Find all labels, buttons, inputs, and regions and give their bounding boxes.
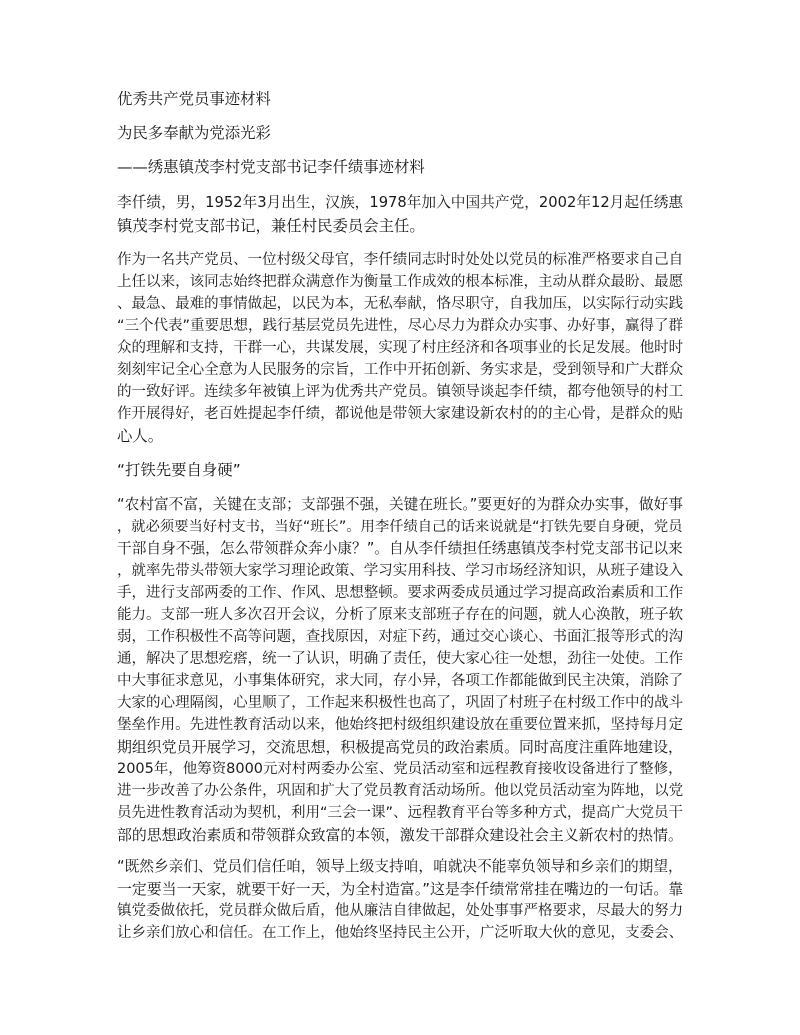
paragraph-line: “农村富不富，关键在支部；支部强不强，关键在班长。”要更好的为群众办实事，做好事 — [117, 496, 683, 513]
paragraph-line: 部的思想政治素质和带领群众致富的本领，激发干部群众建设社会主义新农村的热情。 — [117, 826, 683, 844]
paragraph-line: 干部自身不强，怎么带领群众奔小康？”。自从李仟绩担任绣惠镇茂李村党支部书记以来 — [117, 540, 683, 557]
paragraph-line: 中大事征求意见，小事集体研究，求大同，存小异，各项工作都能做到民主决策，消除了 — [117, 673, 684, 689]
paragraph-line: 心人。 — [117, 427, 164, 445]
document-title: 优秀共产党员事迹材料 — [117, 90, 271, 108]
paragraph-line: 作为一名共产党员、一位村级父母官，李仟绩同志时时处处以党员的标准严格要求自己自 — [117, 252, 684, 268]
paragraph-line: 刻刻牢记全心全意为人民服务的宗旨，工作中开拓创新、务实求是，受到领导和广大群众 — [117, 362, 684, 378]
paragraph-line: 进一步改善了办公条件，巩固和扩大了党员教育活动场所。他以党员活动室为阵地，以党 — [117, 783, 684, 799]
paragraph-line: 2005年，他筹资8000元对村两委办公室、党员活动室和远程教育接收设备进行了整修， — [117, 761, 683, 777]
paragraph-line: 大家的心理隔阂，心里顺了，工作起来积极性也高了，巩固了村班子在村级工作中的战斗 — [117, 695, 684, 711]
paragraph-line: 通，解决了思想疙瘩，统一了认识，明确了责任，使大家心往一处想，劲往一处使。工作 — [117, 651, 684, 667]
paragraph-line: ，就率先带头带领大家学习理论政策、学习实用科技、学习市场经济知识，从班子建设入 — [117, 563, 684, 579]
paragraph-line: 弱，工作积极性不高等问题，查找原因，对症下药，通过交心谈心、书面汇报等形式的沟 — [117, 629, 684, 645]
paragraph-line: 一定要当一天家，就要干好一天，为全村造富。”这是李仟绩常常挂在嘴边的一句话。靠 — [117, 880, 684, 898]
paragraph-line: 上任以来，该同志始终把群众满意作为衡量工作成效的根本标准，主动从群众最盼、最愿 — [117, 274, 684, 290]
paragraph-line: ，就必须要当好村支书，当好“班长”。用李仟绩自己的话来说就是“打铁先要自身硬，党员 — [117, 519, 683, 535]
paragraph-line: 众的理解和支持，干群一心，共谋发展，实现了村庄经济和各项事业的长足发展。他时时 — [117, 340, 684, 356]
paragraph-line: 手，进行支部两委的工作、作风、思想整顿。要求两委成员通过学习提高政治素质和工作 — [117, 585, 684, 601]
paragraph-line: 镇党委做依托，党员群众做后盾，他从廉洁自律做起，处处事事严格要求，尽最大的努力 — [117, 903, 684, 919]
paragraph-line: 让乡亲们放心和信任。在工作上，他始终坚持民主公开，广泛听取大伙的意见，支委会、 — [117, 925, 684, 941]
paragraph-line: 李仟绩，男，1952年3月出生，汉族，1978年加入中国共产党，2002年12月起任绣惠 — [117, 194, 684, 211]
paragraph-line: “既然乡亲们、党员们信任咱，领导上级支持咱，咱就决不能辜负领导和乡亲们的期望， — [117, 858, 683, 875]
paragraph-line: 镇茂李村党支部书记，兼任村民委员会主任。 — [117, 217, 425, 235]
paragraph-line: 作开展得好，老百姓提起李仟绩，都说他是带领大家建设新农村的的主心骨，是群众的贴 — [117, 406, 684, 422]
paragraph-line: 期组织党员开展学习，交流思想，积极提高党员的政治素质。同时高度注重阵地建设， — [117, 738, 683, 756]
paragraph-line: 能力。支部一班人多次召开会议，分析了原来支部班子存在的问题，就人心涣散，班子软 — [117, 607, 684, 623]
paragraph-line: “三个代表”重要思想，践行基层党员先进性，尽心尽力为群众办实事、办好事，赢得了群 — [117, 318, 684, 334]
paragraph-line: 、最急、最难的事情做起，以民为本，无私奉献，恪尽职守，自我加压，以实际行动实践 — [117, 296, 684, 312]
paragraph-line: 员先进性教育活动为契机，利用“三会一课”、远程教育平台等多种方式，提高广大党员干 — [117, 805, 684, 821]
document-subtitle: 为民多奉献为党添光彩 — [117, 124, 271, 142]
paragraph-line: 的一致好评。连续多年被镇上评为优秀共产党员。镇领导谈起李仟绩，都夸他领导的村工 — [117, 384, 684, 400]
paragraph-line: 堡垒作用。先进性教育活动以来，他始终把村级组织建设放在重要位置来抓，坚持每月定 — [117, 717, 684, 733]
section-heading: “打铁先要自身硬” — [117, 461, 241, 479]
document-byline: ——绣惠镇茂李村党支部书记李仟绩事迹材料 — [117, 158, 425, 176]
